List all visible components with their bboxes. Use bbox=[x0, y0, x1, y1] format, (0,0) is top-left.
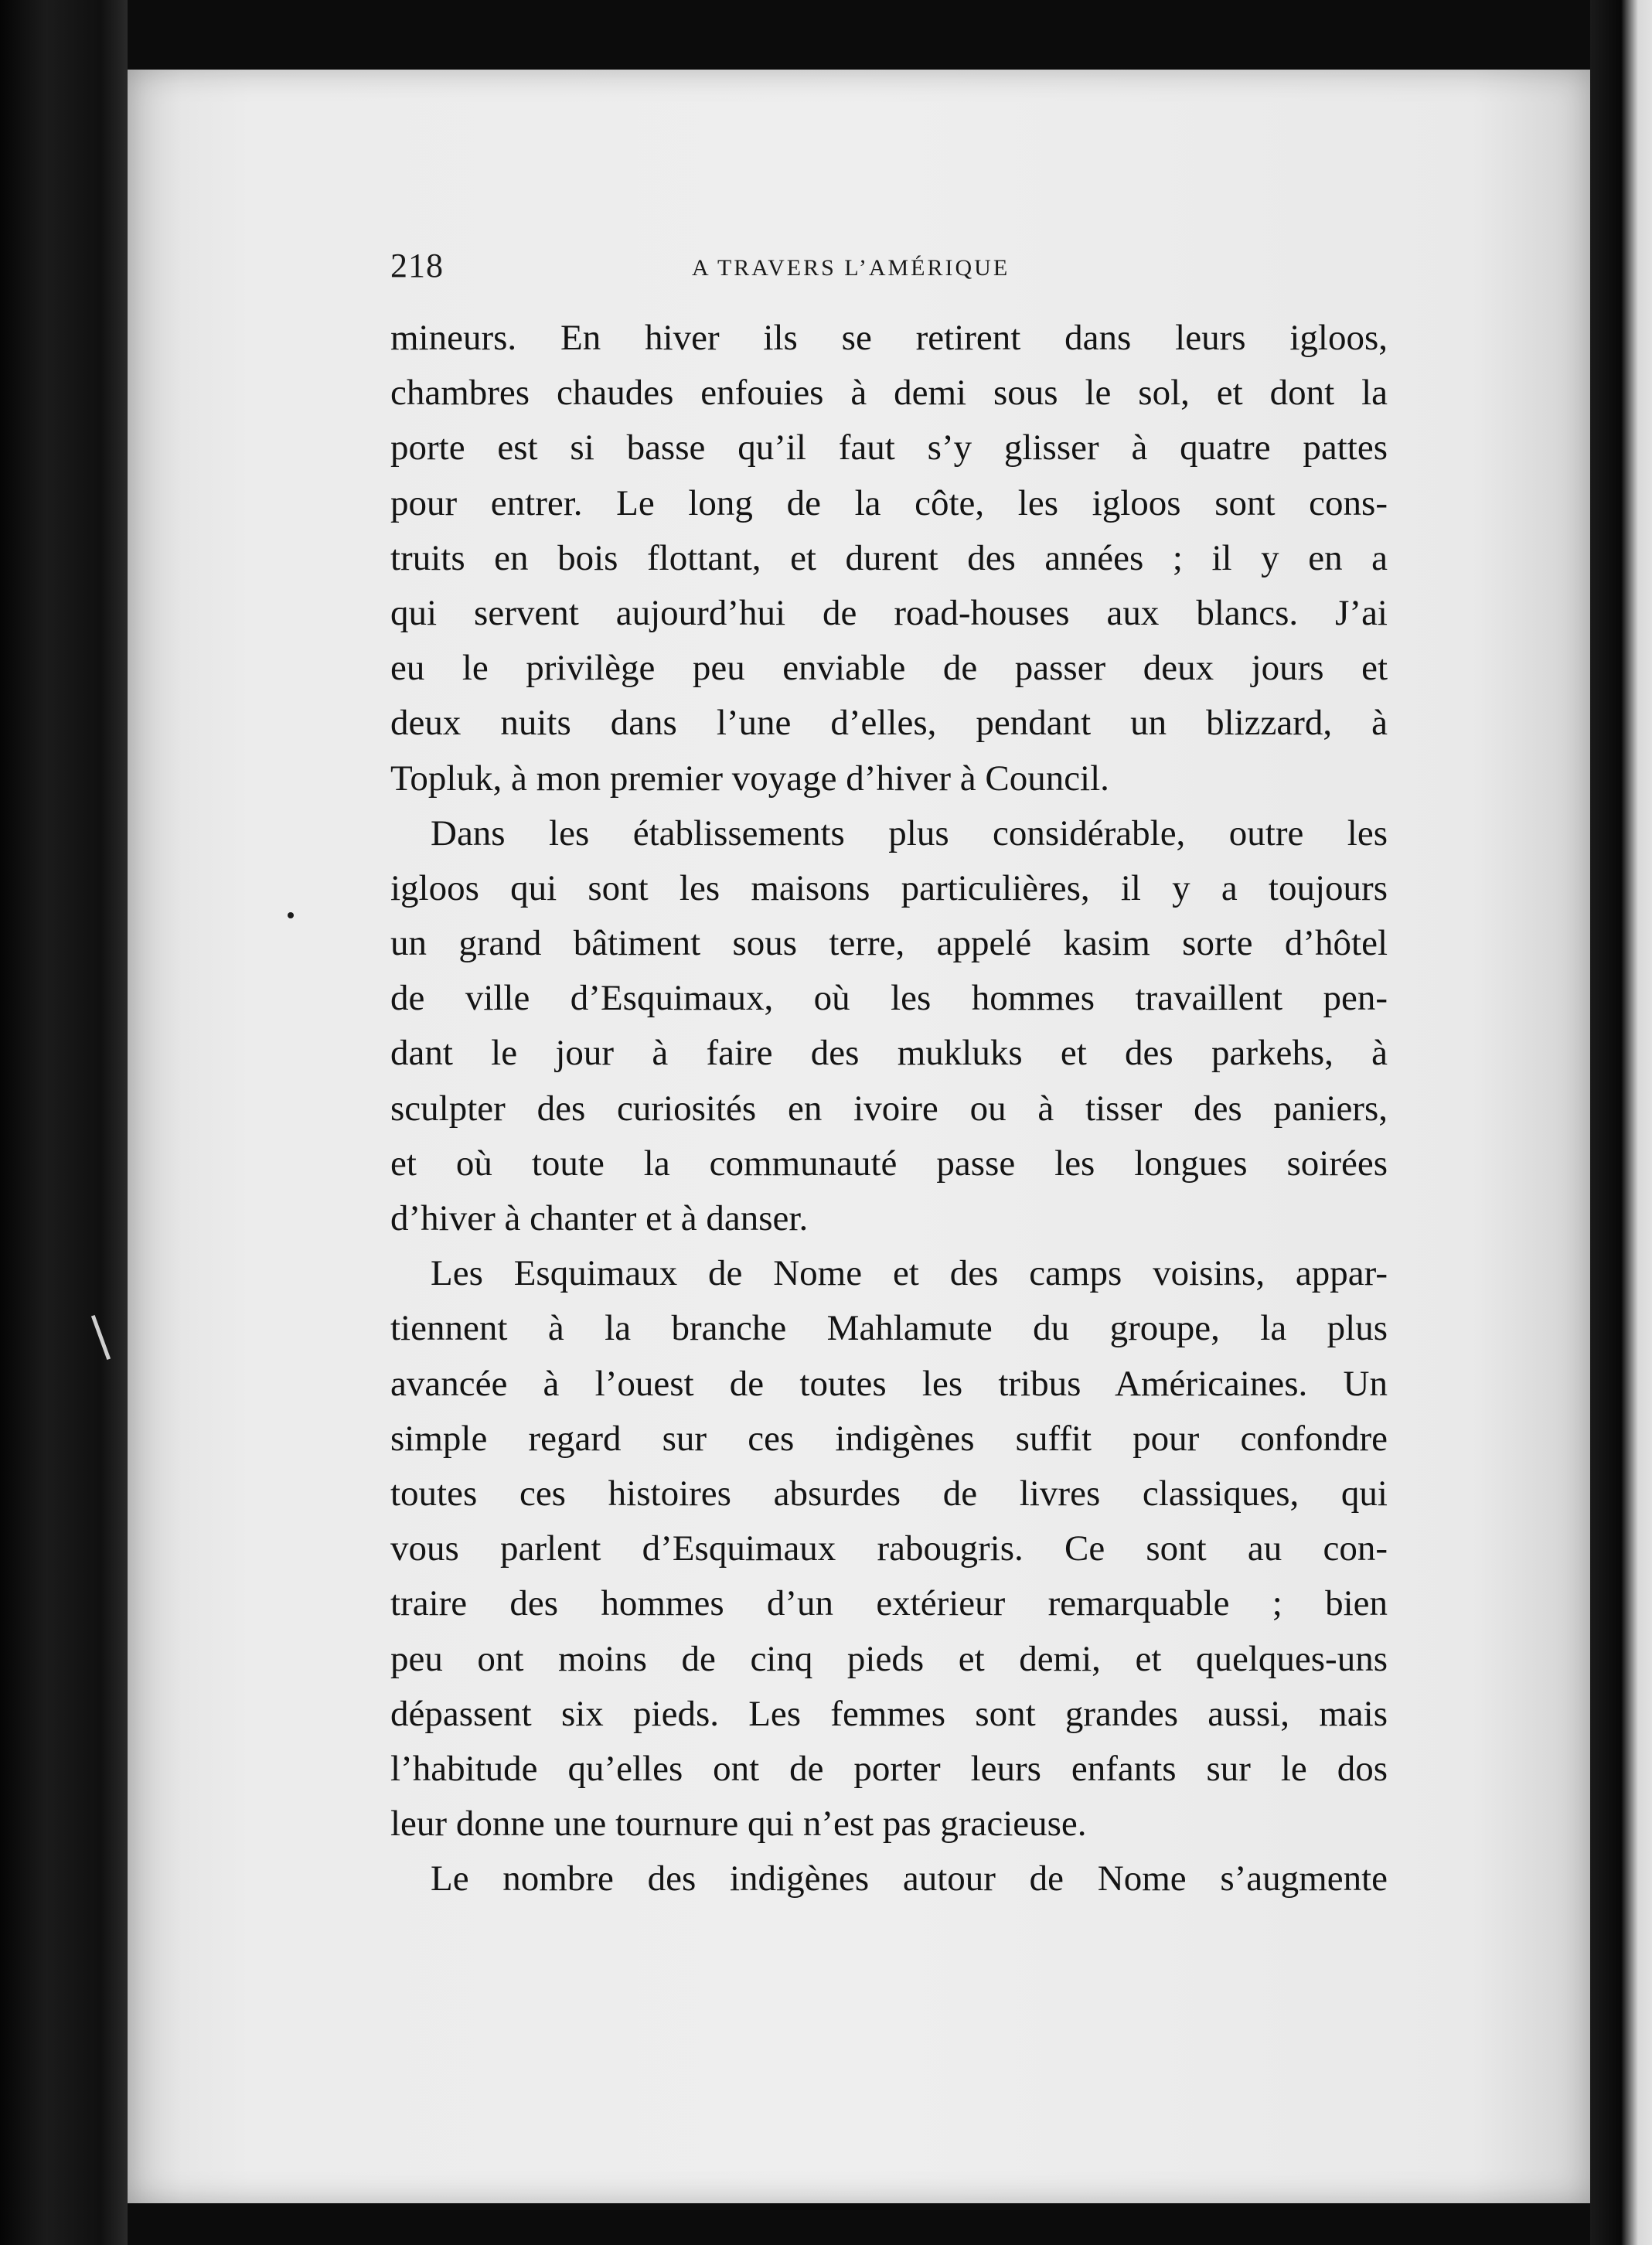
text-line: porte est si basse qu’il faut s’y glisser à quatre pattes bbox=[390, 428, 1388, 468]
paragraph bbox=[390, 806, 1388, 1247]
paragraph bbox=[390, 1852, 1388, 1906]
text-line: Les Esquimaux de Nome et des camps voisins, appar- bbox=[431, 1253, 1388, 1294]
text-line: mineurs. En hiver ils se retirent dans leurs igloos, bbox=[390, 318, 1388, 358]
text-line: traire des hommes d’un extérieur remarquable ; bien bbox=[390, 1583, 1388, 1624]
text-line: l’habitude qu’elles ont de porter leurs enfants sur le dos bbox=[390, 1748, 1388, 1789]
text-line: deux nuits dans l’une d’elles, pendant un blizzard, à bbox=[390, 703, 1388, 744]
page-number: 218 bbox=[390, 247, 444, 284]
text-line: igloos qui sont les maisons particulières, il y a toujours bbox=[390, 867, 1388, 908]
scan-speck bbox=[288, 912, 294, 918]
text-line: Topluk, à mon premier voyage d’hiver à Council. bbox=[390, 758, 1109, 799]
text-line: vous parlent d’Esquimaux rabougris. Ce sont au con- bbox=[390, 1528, 1388, 1569]
text-line: Le nombre des indigènes autour de Nome s’augmente bbox=[431, 1858, 1388, 1899]
running-title: A TRAVERS L’AMÉRIQUE bbox=[692, 255, 1010, 281]
text-line: peu ont moins de cinq pieds et demi, et quelques-uns bbox=[390, 1638, 1388, 1679]
text-line: avancée à l’ouest de toutes les tribus Américaines. Un bbox=[390, 1363, 1388, 1404]
text-line: eu le privilège peu enviable de passer deux jours et bbox=[390, 648, 1388, 689]
text-line: de ville d’Esquimaux, où les hommes travaillent pen- bbox=[390, 978, 1388, 1019]
text-line: Dans les établissements plus considérable, outre les bbox=[431, 812, 1388, 853]
text-line: un grand bâtiment sous terre, appelé kasim sorte d’hôtel bbox=[390, 923, 1388, 964]
text-line: qui servent aujourd’hui de road-houses aux blancs. J’ai bbox=[390, 592, 1388, 633]
text-line: leur donne une tournure qui n’est pas gracieuse. bbox=[390, 1804, 1087, 1845]
right-scan-border bbox=[1590, 0, 1652, 2245]
text-line: chambres chaudes enfouies à demi sous le sol, et dont la bbox=[390, 373, 1388, 414]
text-line: toutes ces histoires absurdes de livres classiques, qui bbox=[390, 1473, 1388, 1514]
text-line: dépassent six pieds. Les femmes sont grandes aussi, mais bbox=[390, 1693, 1388, 1734]
text-line: dant le jour à faire des mukluks et des parkehs, à bbox=[390, 1033, 1388, 1074]
body-text bbox=[390, 311, 1388, 1906]
text-line: tiennent à la branche Mahlamute du groupe, la plus bbox=[390, 1308, 1388, 1349]
paragraph bbox=[390, 311, 1388, 806]
text-line: et où toute la communauté passe les longues soirées bbox=[390, 1143, 1388, 1184]
text-line: pour entrer. Le long de la côte, les igloos sont cons- bbox=[390, 482, 1388, 523]
text-line: truits en bois flottant, et durent des années ; il y en a bbox=[390, 537, 1388, 578]
text-line: sculpter des curiosités en ivoire ou à tisser des paniers, bbox=[390, 1088, 1388, 1129]
page-header bbox=[390, 246, 1388, 300]
paragraph bbox=[390, 1246, 1388, 1852]
left-scan-border bbox=[0, 0, 128, 2245]
text-line: simple regard sur ces indigènes suffit pour confondre bbox=[390, 1418, 1388, 1459]
text-line: d’hiver à chanter et à danser. bbox=[390, 1198, 809, 1238]
